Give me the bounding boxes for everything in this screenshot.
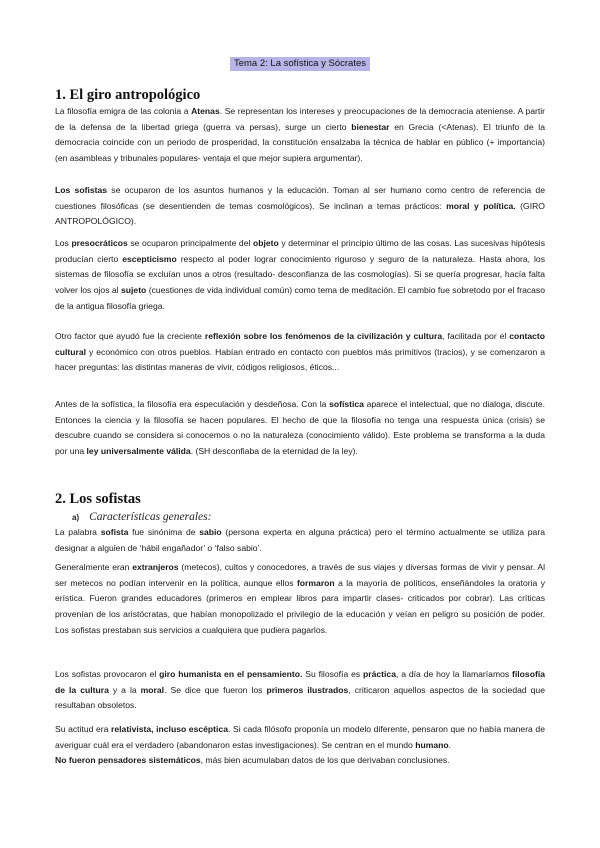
paragraph: Generalmente eran extranjeros (metecos), cultos y conocedores, a través de sus viajes y diversas formas de vivir y pensar. Al ser metecos no podían intervenir en la política, aunque ellos formaron a la mayoría de políticos, enseñándoles la oratoria y erística. Fueron grandes educadores (primeros en emplear libros para impartir clases- criticados por cobrar). Las críticas provenían de los aristócratas, que habían monopolizado el privilegio de la educación y veían en peligro su posición de poder. Los sofistas prestaban sus servicios a cualquiera que pudiera pagarlos. [55,562,545,635]
paragraph: Antes de la sofística, la filosofía era especulación y desdeñosa. Con la sofística aparece el intelectual, que no dialoga, discute. Entonces la ciencia y la filosofía se hacen populares. El hecho de que la filosofía no tenga una respuesta única (crisis) se descubre cuando se considera si conocemos o no la naturaleza (conocimiento válido). Este problema se transforma a la duda por una ley universalmente válida. (SH desconfiaba de la eternidad de la ley). [55,399,545,457]
paragraph: La palabra sofista fue sinónima de sabio (persona experta en alguna práctica) pero el término actualmente se utiliza para designar a alguien de ‘hábil engañador’ o ‘falso sabio’. [55,527,545,553]
section-1-heading: 1. El giro antropológico [55,87,201,103]
section-2-heading: 2. Los sofistas [55,491,141,507]
paragraph: Otro factor que ayudó fue la creciente reflexión sobre los fenómenos de la civilización y cultura, facilitada por el contacto cultural y económico con otros pueblos. Habían entrado en contacto con pueblos más primitivos (tracios), y se comenzaron a hacer preguntas: las distintas maneras de vivir, códigos religiosos, éticos... [55,331,546,373]
paragraph: Los presocráticos se ocuparon principalmente del objeto y determinar el principio último de las cosas. Las sucesivas hipótesis producían cierto escepticismo respecto al poder lograr conocimiento riguroso y seguro de la naturaleza. Hasta ahora, los sistemas de filosofía se excluían unos a otros (resultado- desconfianza de las cosmologías). Si se quería progresar, hacía falta volver los ojos al sujeto (cuestiones de vida individual común) como tema de meditación. El cambio fue sobretodo por el fracaso de la antigua filosofía griega. [55,238,546,311]
document-title-wrap [0,53,600,71]
subsection-heading: a) Características generales: [72,511,212,523]
paragraph: Su actitud era relativista, incluso escéptica. Si cada filósofo proponía un modelo diferente, pensaron que no había manera de averiguar cuál era el verdadero (abandonaron estas investigaciones). Se centran en el mundo humano. No fueron pensadores sistemáticos, más bien acumulaban datos de los que derivaban conclusiones. [55,724,545,766]
document-title: Tema 2: La sofística y Sócrates [230,57,370,71]
paragraph: Los sofistas provocaron el giro humanista en el pensamiento. Su filosofía es práctica, a día de hoy la llamaríamos filosofía de la cultura y a la moral. Se dice que fueron los primeros ilustrados, criticaron aquellos aspectos de la sociedad que resultaban obsoletos. [55,669,545,711]
paragraph: Los sofistas se ocuparon de los asuntos humanos y la educación. Toman al ser humano como centro de referencia de cuestiones filosóficas (se desentienden de temas cosmológicos). Se inclinan a temas prácticos: moral y política. (GIRO ANTROPOLÓGICO). [55,185,545,227]
paragraph: La filosofía emigra de las colonia a Atenas. Se representan los intereses y preocupaciones de la democracia ateniense. A partir de la defensa de la libertad griega (guerra va persas), surge un cierto bienestar en Grecia (<Atenas). El triunfo de la democracia coincide con un periodo de prosperidad, la constitución ensalzaba la técnica de hablar en público (+ importancia) (en asambleas y tribunales populares- ventaja el que mejor supiera argumentar). [55,106,545,164]
